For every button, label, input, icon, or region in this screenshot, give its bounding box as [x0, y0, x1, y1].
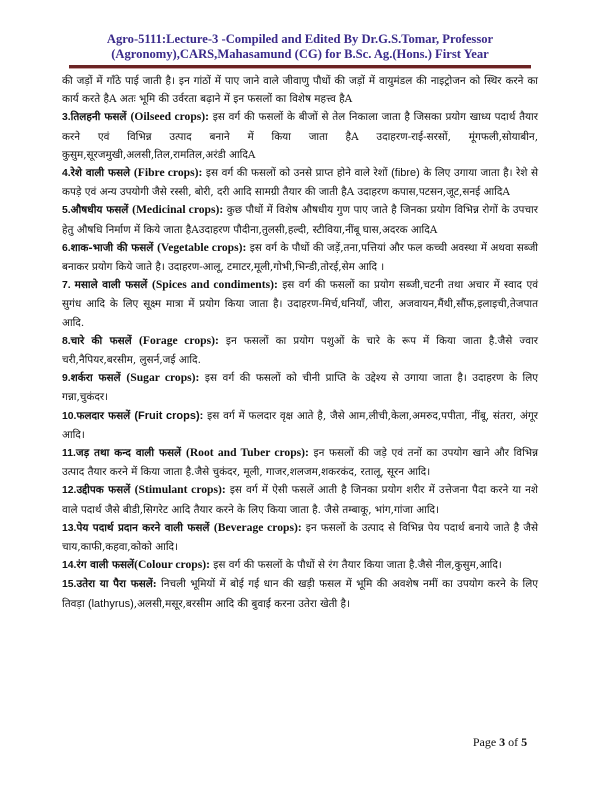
section-number: 13. [62, 522, 77, 534]
section-title-english: (Stimulant crops): [134, 483, 226, 497]
section-title-hindi: उद्दीपक फसलें [76, 484, 135, 497]
latin-term: (fibre) [391, 167, 420, 180]
section-number: 5. [62, 205, 71, 217]
section-vegetable [62, 239, 538, 276]
section-number: 10. [62, 410, 77, 422]
section-spices [62, 276, 538, 332]
section-title-hindi: शर्करा फसलें [70, 372, 127, 385]
header-rule [69, 65, 531, 69]
document-body [62, 72, 538, 613]
section-medicinal [62, 201, 538, 238]
section-body: ,अलसी,मसूर,बरसीम आदि की बुवाई करना उतेरा खेती है। [133, 597, 350, 610]
section-title-hindi: फलदार फसलें [76, 409, 135, 422]
section-title-english: (Sugar crops): [126, 371, 200, 385]
section-body: इस वर्ग की फसलों को चीनी प्राप्ति के उद्देश्य से उगाया जाता है। उदाहरण के लिए गन्ना,चुकंदर। [62, 372, 538, 404]
section-body: इस वर्ग की फसलों के पौधों से रंग तैयार किया जाता है.जैसे नील,कुसुम,आदि। [209, 559, 502, 572]
section-title-hindi: उतेरा या पैरा फसलें: [76, 578, 157, 591]
section-body-start: निचली भूमियों में बोई गई धान की खड़ी फसल में भूमि की अवशेष नमीं का उपयोग करने के लिए तिवड़ा [62, 578, 538, 610]
current-page: 3 [499, 735, 506, 749]
section-title-hindi: जड़ तथा कन्द वाली फसलें [75, 447, 186, 460]
latin-term: (lathyrus) [87, 597, 134, 610]
section-number: 12. [62, 485, 77, 497]
section-title-hindi: मसाले वाली फसलें [74, 279, 152, 292]
section-body: के लिए उगाया जाता है। रेशे से कपड़े एवं अन्य उपयोगी जैसे रस्सी, बोरी, दरी आदि सामग्री तैयार की जाती हैA उदाहरण कपास,पटसन,जूट,सनई आदिA [62, 167, 538, 199]
section-title-hindi: औषधीय फसलें [70, 204, 133, 217]
section-body: इस वर्ग में फलदार वृक्ष आते है, जैसे आम,लीची,केला,अमरुद,पपीता, नींबू, संतरा, अंगूर आदि। [62, 409, 538, 441]
page-footer [440, 735, 560, 750]
page-word: Page [472, 735, 500, 749]
section-fruit [62, 407, 538, 444]
section-number: 11. [62, 448, 76, 460]
section-body: इस वर्ग में ऐसी फसलें आती है जिनका प्रयोग शरीर में उत्तेजना पैदा करने या नशे वाले पदार्थ जैसे बीडी,सिगरेट आदि तैयार करने के लिए किया जाता है. जैसे तम्बाकू, भांग,गांजा आदि। [62, 484, 538, 516]
section-root-tuber [62, 444, 538, 481]
section-title-english: (Medicinal crops): [132, 203, 224, 217]
of-word: of [505, 735, 522, 749]
page-header [60, 32, 540, 62]
section-utera [62, 575, 538, 612]
section-body: कुछ पौधों में विशेष औषधीय गुण पाए जाते है जिनका प्रयोग विभिन्न रोगों के उपचार हेतु औषधि निर्माण में किये जाता हैAउदाहरण पौदीना,तुलसी,हल्दी, स्टीविया,नींबू घास,अदरक आदिA [62, 204, 538, 236]
section-number: 15. [62, 579, 77, 591]
section-number: 3. [62, 112, 71, 124]
section-number: 8. [62, 335, 71, 347]
section-title-hindi: तिलहनी फसलें [70, 111, 131, 124]
section-title-english: (Fibre crops): [133, 166, 203, 180]
section-body: इन फसलों का प्रयोग पशुओं के चारे के रूप में किया जाता है.जैसे ज्वार चरी,नैपियर,बरसीम, लुसर्न,जई आदि. [62, 334, 538, 367]
section-number: 4. [62, 168, 71, 180]
section-forage [62, 332, 538, 369]
section-title-hindi: रेशे वाली फसले [70, 167, 134, 180]
header-line-1: Agro-5111:Lecture-3 -Compiled and Edited By Dr.G.S.Tomar, Professor [106, 32, 494, 46]
section-title-english: (Forage crops): [139, 333, 219, 347]
section-title-hindi: चारे की फसलें [70, 334, 140, 347]
section-body: इस वर्ग के पौधों की जड़ें,तना,पत्तियां और फल कच्ची अवस्था में अथवा सब्जी बनाकर प्रयोग किये जाते है। उदाहरण-आलू, टमाटर,मूली,गोभी,भिन्डी,तोरई,सेम आदि । [62, 241, 538, 274]
section-title-hindi: पेय पदार्थ प्रदान करने वाली फसलें [76, 521, 214, 534]
section-title-english: (Oilseed crops): [130, 110, 210, 124]
section-title-english: (Vegetable crops): [157, 240, 247, 254]
section-number: 9. [62, 373, 71, 385]
section-title-english: (Root and Tuber crops): [185, 446, 309, 460]
section-number: 14. [62, 560, 77, 572]
section-number: 7. [62, 280, 75, 292]
section-oilseed [62, 108, 538, 164]
section-body-start: इस वर्ग की फसलों को उनसे प्राप्त होने वाले रेशों [202, 167, 392, 180]
section-title-english: (Colour crops): [134, 558, 210, 572]
section-colour [62, 556, 538, 575]
section-title-hindi: शाक-भाजी की फसलें [70, 241, 158, 254]
section-body: इन फसलों के उत्पाद से विभिन्न पेय पदार्थ बनाये जाते है जैसे चाय,काफी,कहवा,कोको आदि। [62, 521, 538, 554]
intro-paragraph: की जड़ों में गाँठे पाई जाती है। इन गांठों में पाए जाने वाले जीवाणु पौधों की जड़ों में वायुमंडल की नाइट्रोजन को स्थिर करने का कार्य करते हैA अतः भूमि की उर्वरता बढ़ाने में इन फसलों का विशेष महत्त्व हैA [62, 75, 538, 106]
section-body: इन फसलों की जड़े एवं तनों का उपयोग खाने और विभिन्न उत्पाद तैयार करने में किया जाता है.जैसे चुकंदर, मूली, गाजर,शलजम,शकरकंद, रतालू, सूरन आदि। [62, 447, 538, 479]
section-title-english: (Fruit crops): [134, 409, 204, 422]
section-fibre [62, 164, 538, 201]
section-title-english: (Beverage crops): [213, 520, 302, 534]
section-stimulant [62, 481, 538, 518]
header-line-2: (Agronomy),CARS,Mahasamund (CG) for B.Sc. Ag.(Hons.) First Year [111, 47, 489, 61]
section-beverage [62, 519, 538, 556]
section-body: इस वर्ग की फसलों के बीजों से तेल निकाला जाता है जिसका प्रयोग खाध्य पदार्थ तैयार करने एवं विभिन्न उत्पाद बनाने में किया जाता हैA उदाहरण-राई-सरसों, मूंगफली,सोयाबीन, कुसुम,सूरजमुखी,अलसी,तिल,रामतिल,अरंडी आदिA [62, 111, 538, 161]
section-sugar [62, 369, 538, 406]
total-pages: 5 [521, 735, 528, 749]
section-title-english: (Spices and condiments): [151, 278, 278, 292]
section-body: इस वर्ग की फसलों का प्रयोग सब्जी,चटनी तथा अचार में स्वाद एवं सुगंध आदि के लिए सूक्ष्म मात्रा में प्रयोग किया जाता है। उदाहरण-मिर्च,धनियाँ, जीरा, अजवायन,मैंथी,सौंफ,इलाइची,तेजपात आदि. [62, 279, 538, 329]
section-number: 6. [62, 242, 71, 254]
section-title-hindi: रंग वाली फसलें [76, 559, 135, 572]
